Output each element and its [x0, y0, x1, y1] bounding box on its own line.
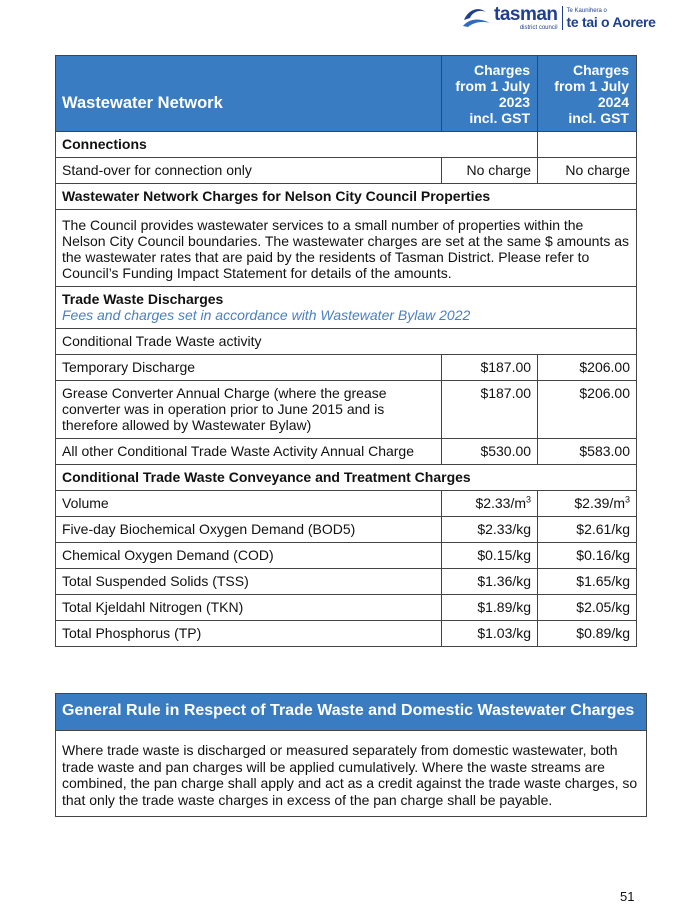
row-value-2024: $206.00	[538, 381, 637, 439]
row-label: Stand-over for connection only	[56, 158, 442, 184]
table-row	[56, 381, 637, 439]
trade-waste-heading-cell	[56, 287, 637, 329]
row-value-2024: No charge	[538, 158, 637, 184]
section-row-nelson	[56, 184, 637, 210]
council-logo	[462, 4, 658, 32]
table-row	[56, 621, 637, 647]
logo-maori-small: Te Kaunihera o	[566, 7, 607, 14]
table-header-row	[56, 56, 637, 132]
row-value-2024: $\$2.39/m^3$	[538, 491, 637, 517]
row-value-2024: $2.61/kg	[538, 517, 637, 543]
row-value-2023: $2.33/kg	[442, 517, 538, 543]
logo-brand: tasman	[494, 4, 558, 25]
connections-heading: Connections	[56, 132, 538, 158]
page-number: 51	[620, 889, 635, 904]
table-row	[56, 491, 637, 517]
logo-divider	[562, 6, 563, 30]
conditional-label: Conditional Trade Waste activity	[56, 329, 637, 355]
row-label: Total Suspended Solids (TSS)	[56, 569, 442, 595]
row-value-2024: $206.00	[538, 355, 637, 381]
conveyance-heading: Conditional Trade Waste Conveyance and Treatment Charges	[56, 465, 637, 491]
table-row	[56, 517, 637, 543]
row-value-2023: $1.89/kg	[442, 595, 538, 621]
wave-logo-icon	[462, 6, 492, 30]
row-value-2023: $1.03/kg	[442, 621, 538, 647]
row-value-2023: $187.00	[442, 381, 538, 439]
general-rule-title: General Rule in Respect of Trade Waste and Domestic Wastewater Charges	[56, 694, 646, 730]
table-row	[56, 543, 637, 569]
row-label: All other Conditional Trade Waste Activity Annual Charge	[56, 439, 442, 465]
table-row	[56, 158, 637, 184]
row-label: Temporary Discharge	[56, 355, 442, 381]
table-row	[56, 569, 637, 595]
row-value-2024: $0.89/kg	[538, 621, 637, 647]
table-title: Wastewater Network	[56, 56, 442, 132]
row-value-2023: $\$2.33/m^3$	[442, 491, 538, 517]
section-row-conveyance	[56, 465, 637, 491]
row-label: Grease Converter Annual Charge (where the grease converter was in operation prior to June 2015 and is therefore allowed by Wastewater Bylaw)	[56, 381, 442, 439]
row-value-2023: $530.00	[442, 439, 538, 465]
row-label: Chemical Oxygen Demand (COD)	[56, 543, 442, 569]
row-value-2023: $187.00	[442, 355, 538, 381]
row-value-2024: $1.65/kg	[538, 569, 637, 595]
row-value-2024: $0.16/kg	[538, 543, 637, 569]
nelson-paragraph: The Council provides wastewater services to a small number of properties within the Nelson City Council boundaries. The wastewater charges are set at the same $ amounts as the wastewater rates that are paid by the residents of Tasman District. Please refer to Council’s Funding Impact Statement for details of the amounts.	[56, 210, 637, 287]
nelson-text-row	[56, 210, 637, 287]
section-row-connections	[56, 132, 637, 158]
row-label: Total Kjeldahl Nitrogen (TKN)	[56, 595, 442, 621]
logo-subtitle: district council	[519, 25, 558, 31]
column-header-2024: Charges from 1 July 2024 incl. GST	[538, 56, 637, 132]
trade-waste-heading: Trade Waste Discharges	[62, 291, 224, 307]
row-label: Volume	[56, 491, 442, 517]
nelson-heading: Wastewater Network Charges for Nelson City Council Properties	[56, 184, 637, 210]
table-row	[56, 439, 637, 465]
general-rule-box	[55, 693, 647, 817]
row-value-2024: $583.00	[538, 439, 637, 465]
column-header-2023: Charges from 1 July 2023 incl. GST	[442, 56, 538, 132]
trade-waste-subheading: Fees and charges set in accordance with Wastewater Bylaw 2022	[62, 307, 471, 323]
row-label: Total Phosphorus (TP)	[56, 621, 442, 647]
logo-maori-name: te tai o Aorere	[566, 13, 656, 30]
row-value-2023: $0.15/kg	[442, 543, 538, 569]
general-rule-text: Where trade waste is discharged or measured separately from domestic wastewater, both trade waste and pan charges will be applied cumulatively. Where the waste streams are combined, the pan charge shall apply and act as a credit against the trade waste charges, so that only the trade waste charges in excess of the pan charge shall be payable.	[56, 730, 646, 816]
section-row-trade-waste	[56, 287, 637, 329]
row-value-2024: $2.05/kg	[538, 595, 637, 621]
table-row	[56, 595, 637, 621]
wastewater-table	[55, 55, 637, 647]
row-value-2023: No charge	[442, 158, 538, 184]
row-value-2023: $1.36/kg	[442, 569, 538, 595]
row-label: Five-day Biochemical Oxygen Demand (BOD5)	[56, 517, 442, 543]
table-row	[56, 355, 637, 381]
conditional-row	[56, 329, 637, 355]
